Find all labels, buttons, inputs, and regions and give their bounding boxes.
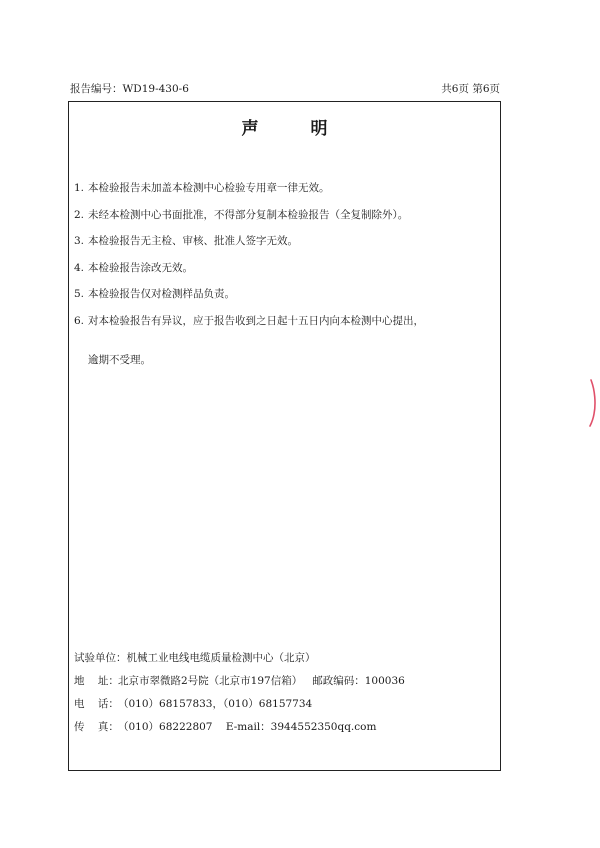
fax-value: （010）68222807 E-mail：3944552350qq.com <box>118 721 377 733</box>
testing-unit-line <box>74 651 494 674</box>
statement-number: 2. <box>74 208 85 221</box>
address-value: 北京市翠微路2号院（北京市197信箱） 邮政编码：100036 <box>118 675 405 687</box>
statement-number: 1. <box>74 182 85 194</box>
statement-list <box>74 181 494 340</box>
contact-block <box>74 651 494 743</box>
unit-label: 试验单位： <box>74 652 127 664</box>
statement-item <box>74 314 494 341</box>
statement-continuation: 逾期不受理。 <box>88 354 151 366</box>
report-header <box>70 82 500 96</box>
statement-text: 本检验报告未加盖本检测中心检验专用章一律无效。 <box>88 182 330 194</box>
page-title: 声明 <box>241 119 380 139</box>
page-counter: 共6页 第6页 <box>441 83 500 95</box>
stamp-edge-mark <box>588 378 598 428</box>
statement-item <box>74 287 494 314</box>
fax-line <box>74 720 494 743</box>
address-line <box>74 674 494 697</box>
statement-number: 4. <box>74 261 85 274</box>
statement-item <box>74 181 494 208</box>
statement-item <box>74 234 494 261</box>
statement-number: 5. <box>74 288 85 300</box>
statement-text: 本检验报告涂改无效。 <box>88 261 193 274</box>
statement-text: 本检验报告无主检、审核、批准人签字无效。 <box>88 235 298 247</box>
statement-text: 未经本检测中心书面批准，不得部分复制本检验报告（全复制除外）。 <box>88 208 409 221</box>
statement-number: 6. <box>74 314 85 327</box>
statement-item <box>74 261 494 288</box>
statement-item <box>74 208 494 235</box>
phone-label: 电 话： <box>74 698 119 710</box>
statement-text: 本检验报告仅对检测样品负责。 <box>88 288 235 300</box>
phone-value: （010）68157833，（010）68157734 <box>118 698 313 710</box>
phone-line <box>74 697 494 720</box>
address-label: 地 址： <box>74 675 119 687</box>
statement-number: 3. <box>74 235 85 247</box>
fax-label: 传 真： <box>74 721 119 733</box>
report-number: 报告编号：WD19-430-6 <box>70 83 189 95</box>
unit-value: 机械工业电线电缆质量检测中心（北京） <box>126 652 316 664</box>
statement-text: 对本检验报告有异议，应于报告收到之日起十五日内向本检测中心提出， <box>88 314 424 327</box>
